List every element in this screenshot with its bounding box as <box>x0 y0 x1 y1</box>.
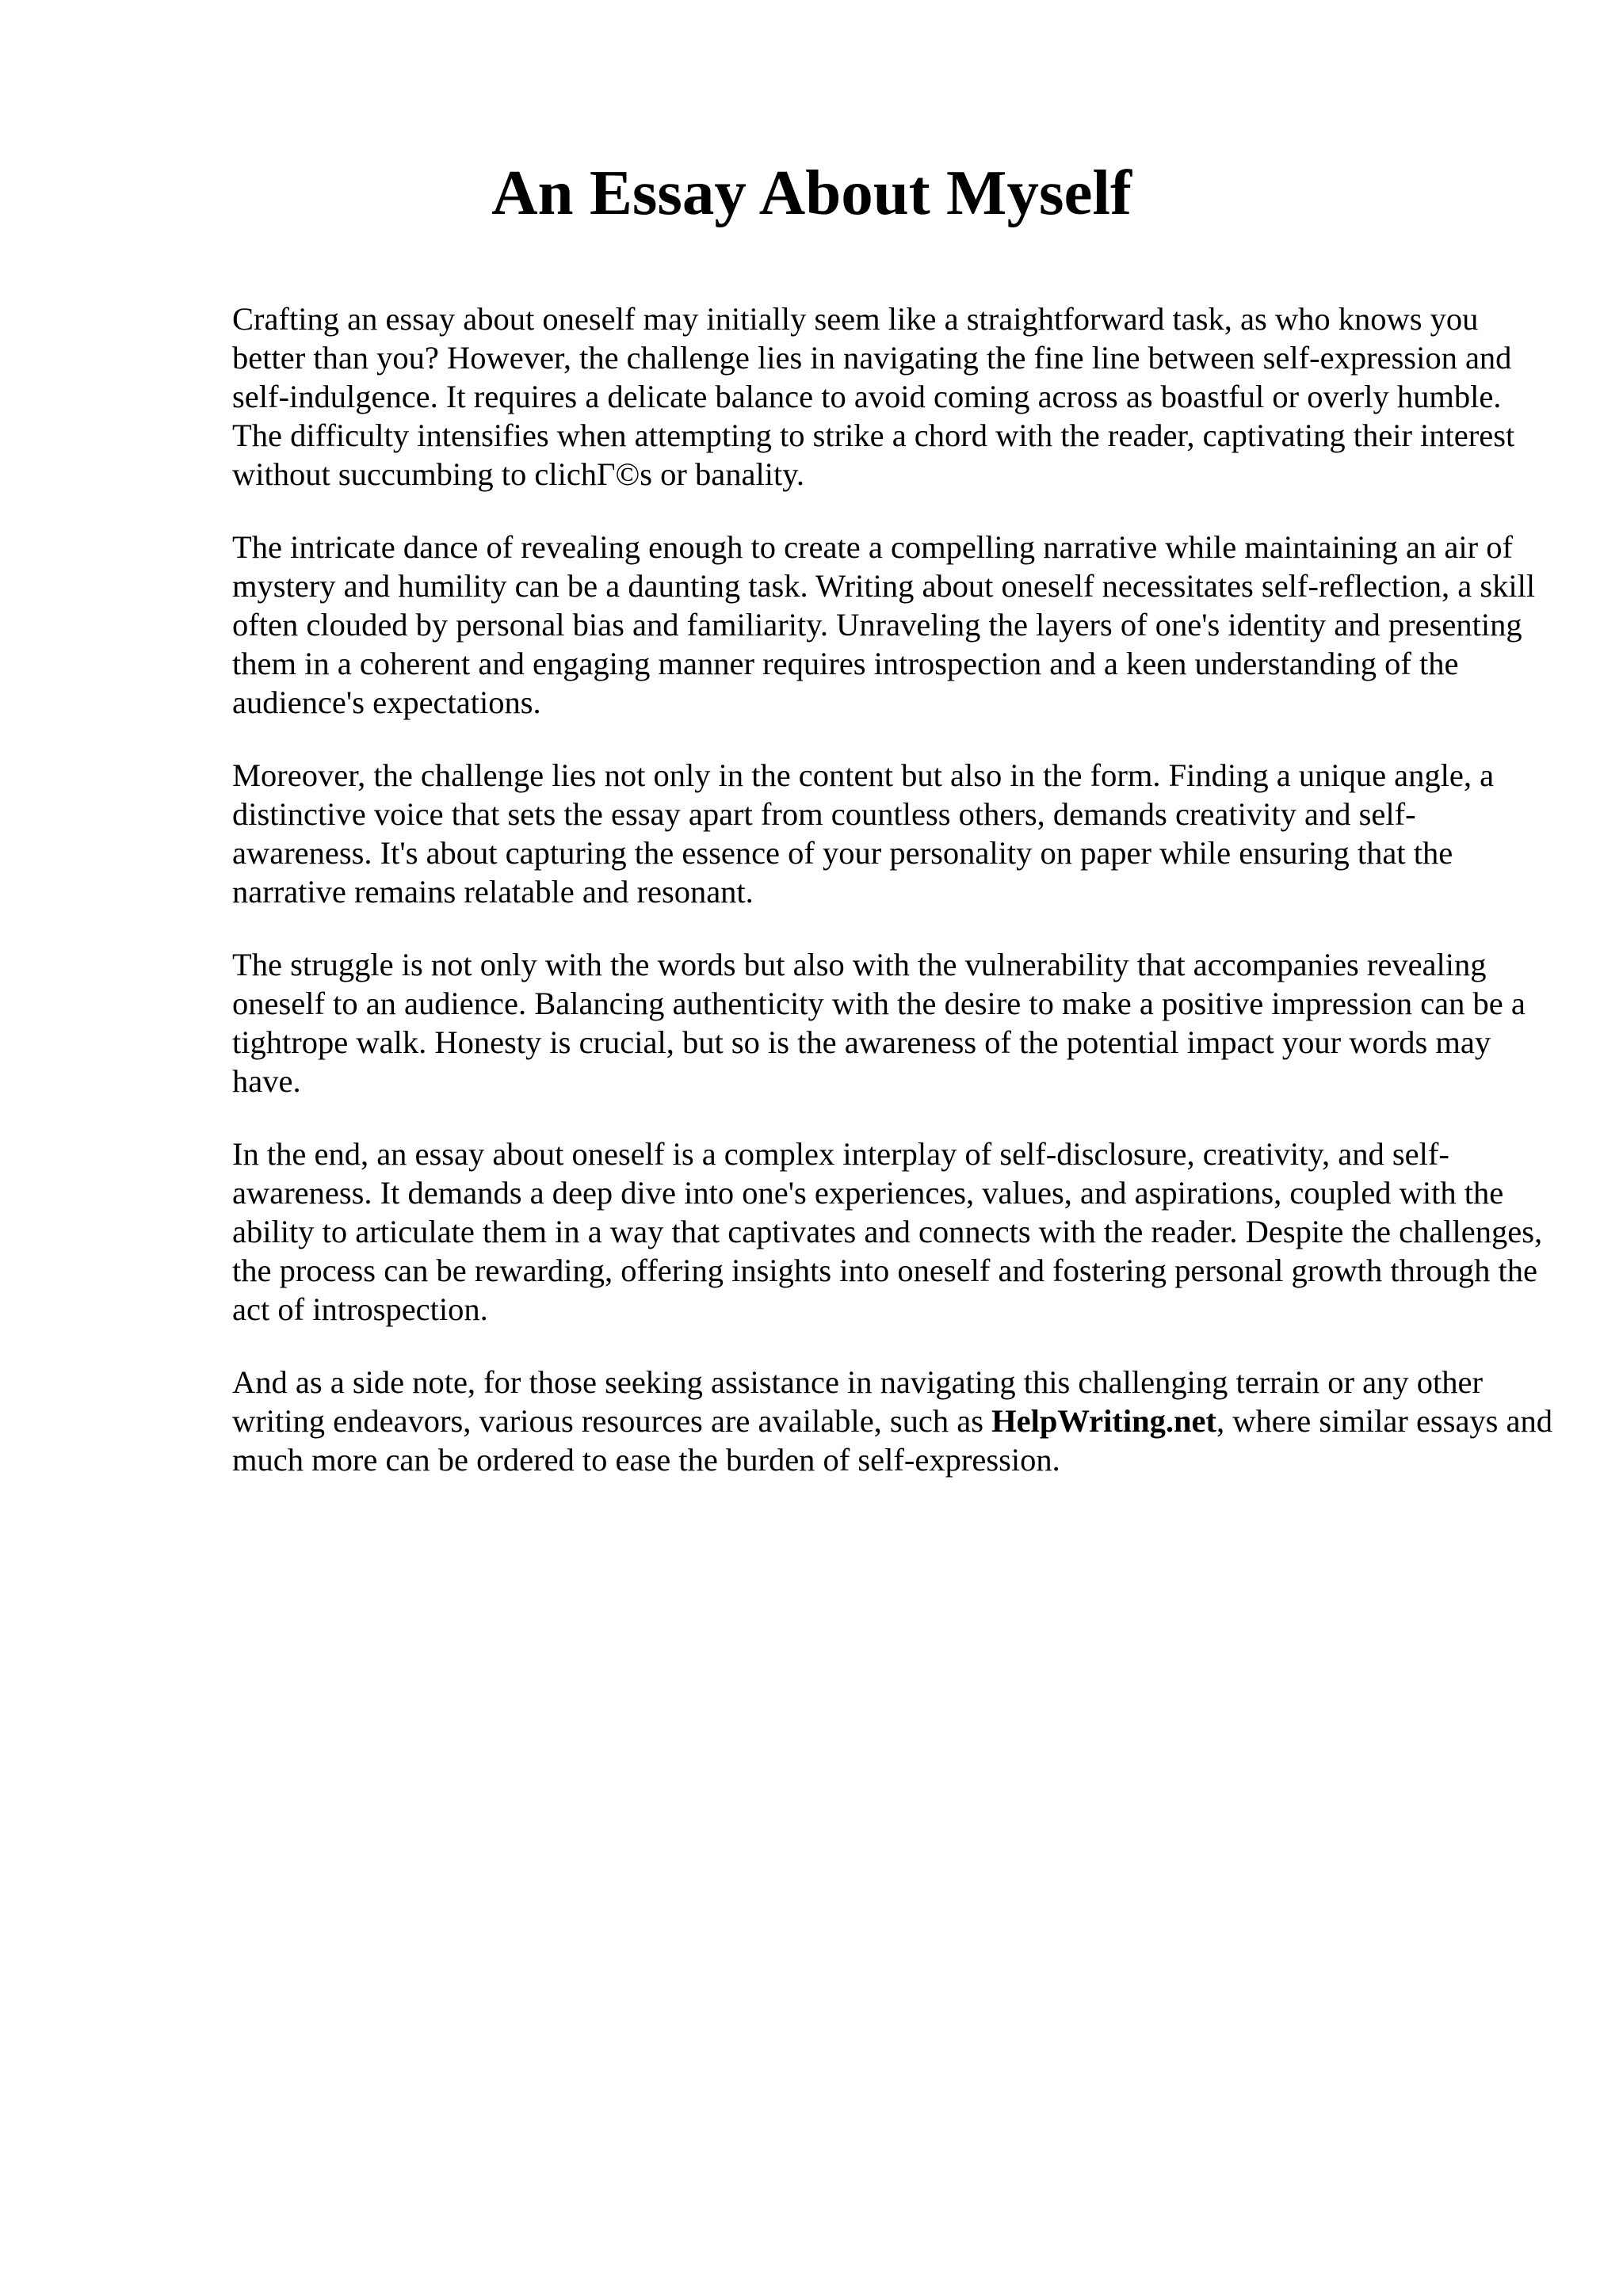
essay-body <box>232 299 1556 1513</box>
paragraph-6-lead-text: And as a side note, for those seeking assistance in navigating this challenging terrain or any other writing endeavors, various resources are available, such as <box>232 1364 1483 1439</box>
helpwriting-link[interactable]: HelpWriting.net <box>991 1403 1217 1439</box>
paragraph-6-tail-text: , where similar essays and much more can be ordered to ease the burden of self-expression. <box>232 1403 1553 1478</box>
paragraph-1: Crafting an essay about oneself may initially seem like a straightforward task, as who knows you better than you? However, the challenge lies in navigating the fine line between self-expression and self-indulgence. It requires a delicate balance to avoid coming across as boastful or overly humble. The difficulty intensifies when attempting to strike a chord with the reader, captivating their interest without succumbing to clichΓ©s or banality. <box>232 301 1515 492</box>
paragraph-4: The struggle is not only with the words but also with the vulnerability that accompanies revealing oneself to an audience. Balancing authenticity with the desire to make a positive impression can be a tightrope walk. Honesty is crucial, but so is the awareness of the potential impact your words may have. <box>232 947 1526 1099</box>
paragraph-6 <box>232 1363 1556 1479</box>
paragraph-5: In the end, an essay about oneself is a complex interplay of self-disclosure, creativity, and self-awareness. It demands a deep dive into one's experiences, values, and aspirations, coupled with the ability to articulate them in a way that captivates and connects with the reader. Despite the challenges, the process can be rewarding, offering insights into oneself and fostering personal growth through the act of introspection. <box>232 1136 1543 1327</box>
paragraph-3: Moreover, the challenge lies not only in the content but also in the form. Finding a unique angle, a distinctive voice that sets the essay apart from countless others, demands creativity and self-awareness. It's about capturing the essence of your personality on paper while ensuring that the narrative remains relatable and resonant. <box>232 757 1495 910</box>
page-title: An Essay About Myself <box>491 157 1132 228</box>
paragraph-2: The intricate dance of revealing enough to create a compelling narrative while maintaining an air of mystery and humility can be a daunting task. Writing about oneself necessitates self-reflection, a skill often clouded by personal bias and familiarity. Unraveling the layers of one's identity and presenting them in a coherent and engaging manner requires introspection and a keen understanding of the audience's expectations. <box>232 529 1536 720</box>
